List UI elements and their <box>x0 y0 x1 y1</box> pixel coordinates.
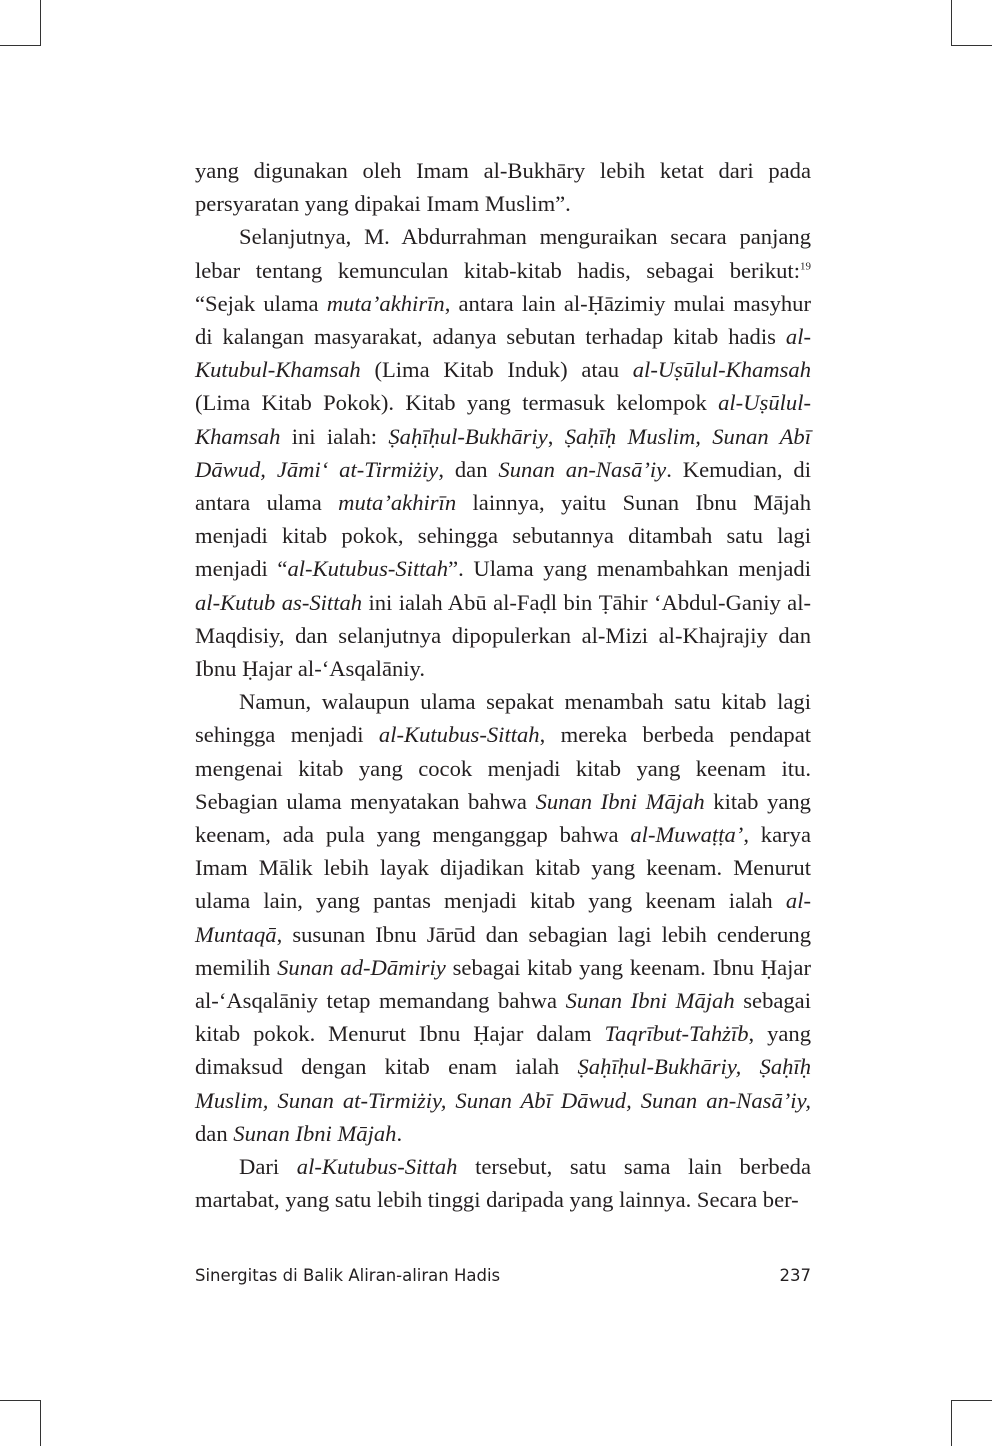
paragraph <box>195 220 811 685</box>
text-run: ini ialah Abū al-Faḍl bin Ṭāhir ‘Abdul-Ganiy al-Maqdisiy, dan selanjutnya dipopulerkan al-Mizi al-Khajrajiy dan Ibnu Ḥajar al-‘Asqalāniy. <box>195 589 812 682</box>
italic-term: Sunan an-Nasā’iy <box>498 456 667 482</box>
text-run: (Lima Kitab Induk) atau <box>360 357 633 383</box>
italic-term: muta’akhirīn <box>326 290 445 316</box>
crop-mark <box>951 0 952 46</box>
body-text <box>195 154 811 1217</box>
crop-mark <box>952 1400 992 1401</box>
italic-term: Sunan ad-Dāmiriy <box>277 954 446 980</box>
text-run: tersebut, satu sama lain berbeda martabat, yang satu lebih tinggi daripada yang lainnya. Secara ber- <box>195 1154 811 1213</box>
crop-mark <box>951 1400 952 1446</box>
paragraph <box>195 1150 811 1216</box>
page-number: 237 <box>779 1266 811 1285</box>
crop-mark <box>0 1400 40 1401</box>
italic-term: al-Uṣūlul-Khamsah <box>195 390 811 449</box>
text-run: . Kemudian, di antara ulama <box>195 456 811 516</box>
italic-term: Ṣaḥīḥul-Bukhāriy, Ṣaḥīḥ Muslim, Sunan at-Tirmiżiy, Sunan Abī Dāwud, Sunan an-Nasā’iy, <box>195 1054 812 1113</box>
italic-term: al-Muwaṭṭa’ <box>630 822 744 848</box>
italic-term: Taqrībut-Tahżīb <box>604 1021 749 1047</box>
italic-term: al-Kutubul-Khamsah <box>195 324 811 383</box>
text-run: “Sejak ulama <box>195 290 327 316</box>
crop-mark <box>952 45 992 46</box>
text-run: Dari <box>239 1154 297 1180</box>
italic-term: Ṣaḥīḥ Muslim, Sunan Abī Dāwud, Jāmi‘ at-Tirmiżiy <box>195 423 812 482</box>
text-run: , antara lain al-Ḥāzimiy mulai masyhur di kalangan masyarakat, adanya sebutan terhadap kitab hadis <box>195 290 812 350</box>
text-run: (Lima Kitab Pokok). Kitab yang termasuk kelompok <box>195 390 719 416</box>
text-run: lainnya, yaitu Sunan Ibnu Mājah menjadi kitab pokok, sehingga sebutannya ditambah satu lagi menjadi “ <box>195 490 811 582</box>
text-run: , <box>547 423 565 449</box>
text-run: Namun, walaupun ulama sepakat menambah satu kitab lagi sehingga menjadi <box>195 689 811 748</box>
text-run: dan <box>195 1120 234 1146</box>
text-run: sebagai kitab pokok. Menurut Ibnu Ḥajar dalam <box>195 988 811 1047</box>
italic-term: al-Uṣūlul-Khamsah <box>632 357 811 383</box>
paragraph <box>195 685 811 1150</box>
italic-term: Sunan Ibni Mājah <box>535 788 705 814</box>
text-run: . <box>396 1120 403 1146</box>
text-run: ini ialah: <box>280 423 389 449</box>
paragraph <box>195 154 811 220</box>
crop-mark <box>40 1400 41 1446</box>
text-run: , yang dimaksud dengan kitab enam ialah <box>195 1021 811 1080</box>
italic-term: al-Kutubus-Sittah <box>296 1154 458 1180</box>
italic-term: al-Kutubus-Sittah <box>378 722 540 748</box>
crop-mark <box>0 45 40 46</box>
text-run: ”. Ulama yang menambahkan menjadi <box>448 556 811 582</box>
text-run: kitab yang keenam, ada pula yang menganggap bahwa <box>195 788 811 848</box>
running-footer-title: Sinergitas di Balik Aliran-aliran Hadis <box>195 1266 501 1285</box>
text-run: sebagai kitab yang keenam. Ibnu Ḥajar al-‘Asqalāniy tetap memandang bahwa <box>195 954 811 1014</box>
italic-term: al-Kutub as-Sittah <box>195 589 363 615</box>
footnote-ref: 19 <box>800 260 811 273</box>
italic-term: al-Kutubus-Sittah <box>287 556 449 582</box>
italic-term: al-Muntaqā <box>195 888 811 947</box>
text-run: , karya Imam Mālik lebih layak dijadikan kitab yang keenam. Menurut ulama lain, yang pantas menjadi kitab yang keenam ialah <box>195 822 811 914</box>
italic-term: Sunan Ibni Mājah <box>565 988 735 1014</box>
italic-term: muta’akhirīn <box>338 490 457 516</box>
text-run: Selanjutnya, M. Abdurrahman menguraikan secara panjang lebar tentang kemunculan kitab-kitab hadis, sebagai berikut: <box>195 224 811 283</box>
italic-term: Ṣaḥīḥul-Bukhāriy <box>388 423 548 449</box>
page-footer <box>195 1266 811 1285</box>
text-run: , dan <box>438 456 499 482</box>
text-run: , mereka berbeda pendapat mengenai kitab yang cocok menjadi kitab yang keenam itu. Sebagian ulama menyatakan bahwa <box>195 722 812 814</box>
text-run: yang digunakan oleh Imam al-Bukhāry lebih ketat dari pada persyaratan yang dipakai Imam Muslim”. <box>195 158 811 217</box>
crop-mark <box>40 0 41 46</box>
italic-term: Sunan Ibni Mājah <box>233 1120 397 1146</box>
text-run: , susunan Ibnu Jārūd dan sebagian lagi lebih cenderung memilih <box>195 921 811 980</box>
